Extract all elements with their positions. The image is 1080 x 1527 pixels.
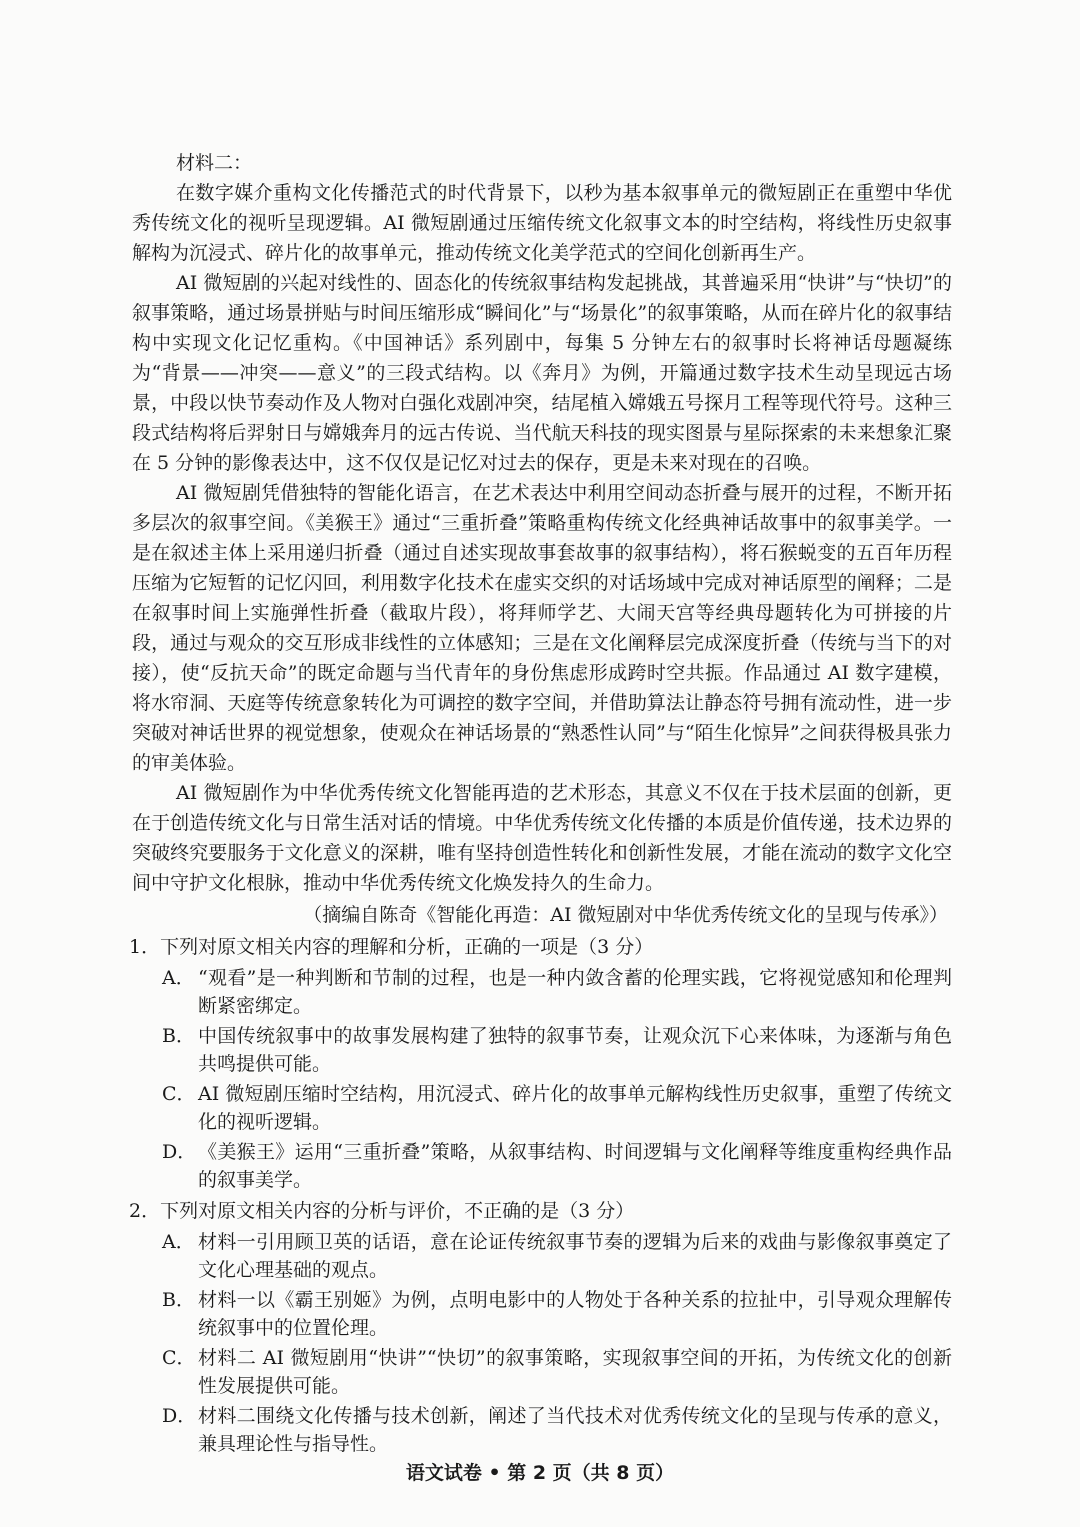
question-1 [129,932,952,1194]
option-letter: B． [162,1025,195,1047]
option-text: 材料一以《霸王别姬》为例，点明电影中的人物处于各种关系的拉扯中，引导观众理解传统叙事中的位置伦理。 [198,1289,952,1339]
option-text: 材料二 AI 微短剧用“快讲”“快切”的叙事策略，实现叙事空间的开拓，为传统文化的创新性发展提供可能。 [198,1347,952,1397]
option-d [132,1138,952,1194]
paragraph-2: AI 微短剧的兴起对线性的、固态化的传统叙事结构发起挑战，其普遍采用“快讲”与“快切”的叙事策略，通过场景拼贴与时间压缩形成“瞬间化”与“场景化”的叙事策略，从而在碎片化的叙事结构中实现文化记忆重构。《中国神话》系列剧中，每集 5 分钟左右的叙事时长将神话母题凝练为“背景——冲突——意义”的三段式结构。以《奔月》为例，开篇通过数字技术生动呈现远古场景，中段以快节奏动作及人物对白强化戏剧冲突，结尾植入嫦娥五号探月工程等现代符号。这种三段式结构将后羿射日与嫦娥奔月的远古传说、当代航天科技的现实图景与星际探索的未来想象汇聚在 5 分钟的影像表达中，这不仅仅是记忆对过去的保存，更是未来对现在的召唤。 [132,272,952,474]
question-stem: 1．下列对原文相关内容的理解和分析，正确的一项是（3 分） [129,936,654,958]
option-a [132,964,952,1020]
option-letter: D． [162,1141,197,1163]
page-content [129,148,952,1458]
option-letter: C． [162,1347,196,1369]
option-d [132,1402,952,1458]
option-b [132,1022,952,1078]
question-2 [129,1196,952,1458]
option-c [132,1080,952,1136]
option-text: 中国传统叙事中的故事发展构建了独特的叙事节奏，让观众沉下心来体味，为逐渐与角色共鸣提供可能。 [198,1025,952,1075]
option-letter: C． [162,1083,196,1105]
material-heading: 材料二： [176,152,253,174]
option-c [132,1344,952,1400]
page-footer: 语文试卷 • 第 2 页（共 8 页） [405,1462,675,1484]
option-text: 《美猴王》运用“三重折叠”策略，从叙事结构、时间逻辑与文化阐释等维度重构经典作品的叙事美学。 [198,1141,952,1191]
option-letter: A． [162,1231,195,1253]
source-citation: （摘编自陈奇《智能化再造：AI 微短剧对中华优秀传统文化的呈现与传承》） [303,904,948,926]
option-letter: A． [162,967,195,989]
option-text: “观看”是一种判断和节制的过程，也是一种内敛含蓄的伦理实践，它将视觉感知和伦理判断紧密绑定。 [198,967,952,1017]
option-letter: D． [162,1405,197,1427]
question-stem: 2．下列对原文相关内容的分析与评价，不正确的是（3 分） [129,1200,635,1222]
option-b [132,1286,952,1342]
option-letter: B． [162,1289,195,1311]
paragraph-4: AI 微短剧作为中华优秀传统文化智能再造的艺术形态，其意义不仅在于技术层面的创新，更在于创造传统文化与日常生活对话的情境。中华优秀传统文化传播的本质是价值传递，技术边界的突破终究要服务于文化意义的深耕，唯有坚持创造性转化和创新性发展，才能在流动的数字文化空间中守护文化根脉，推动中华优秀传统文化焕发持久的生命力。 [132,782,952,894]
option-text: AI 微短剧压缩时空结构，用沉浸式、碎片化的故事单元解构线性历史叙事，重塑了传统文化的视听逻辑。 [198,1083,952,1133]
paragraph-1: 在数字媒介重构文化传播范式的时代背景下，以秒为基本叙事单元的微短剧正在重塑中华优秀传统文化的视听呈现逻辑。AI 微短剧通过压缩传统文化叙事文本的时空结构，将线性历史叙事解构为沉浸式、碎片化的故事单元，推动传统文化美学范式的空间化创新再生产。 [132,182,952,264]
option-text: 材料一引用顾卫英的话语，意在论证传统叙事节奏的逻辑为后来的戏曲与影像叙事奠定了文化心理基础的观点。 [198,1231,952,1281]
option-text: 材料二围绕文化传播与技术创新，阐述了当代技术对优秀传统文化的呈现与传承的意义，兼具理论性与指导性。 [198,1405,952,1455]
paragraph-3: AI 微短剧凭借独特的智能化语言，在艺术表达中利用空间动态折叠与展开的过程，不断开拓多层次的叙事空间。《美猴王》通过“三重折叠”策略重构传统文化经典神话故事中的叙事美学。一是在叙述主体上采用递归折叠（通过自述实现故事套故事的叙事结构），将石猴蜕变的五百年历程压缩为它短暂的记忆闪回，利用数字化技术在虚实交织的对话场域中完成对神话原型的阐释；二是在叙事时间上实施弹性折叠（截取片段），将拜师学艺、大闹天宫等经典母题转化为可拼接的片段，通过与观众的交互形成非线性的立体感知；三是在文化阐释层完成深度折叠（传统与当下的对接），使“反抗天命”的既定命题与当代青年的身份焦虑形成跨时空共振。作品通过 AI 数字建模，将水帘洞、天庭等传统意象转化为可调控的数字空间，并借助算法让静态符号拥有流动性，进一步突破对神话世界的视觉想象，使观众在神话场景的“熟悉性认同”与“陌生化惊异”之间获得极具张力的审美体验。 [132,482,952,774]
option-a [132,1228,952,1284]
